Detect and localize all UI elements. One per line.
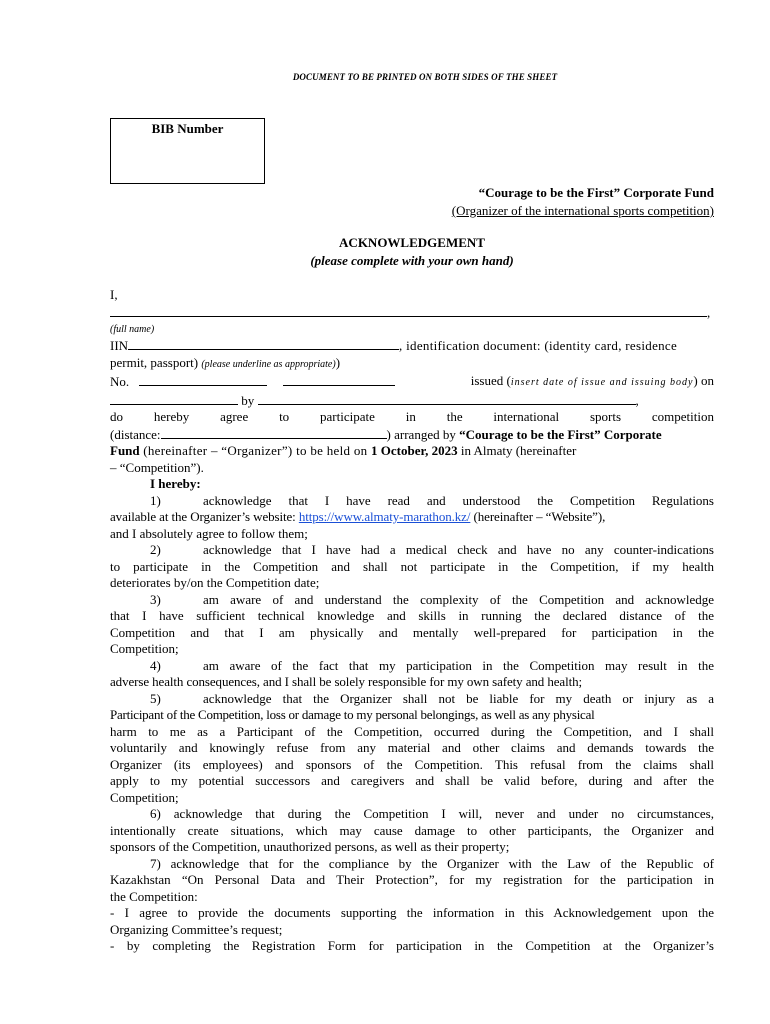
organizer-name: “Courage to be the First” Corporate Fund [478,185,714,200]
agree-line: do hereby agree to participate in the international sports competition [110,409,714,424]
item-1-line-a: 1) acknowledge that I have read and understood the Competition Regulations [150,492,714,508]
item-6-line-a: 6) acknowledge that during the Competition I will, never and under no circumstances, [150,806,714,821]
doc-number-field[interactable] [139,373,267,386]
distance-line: (distance: ) arranged by “Courage to be the First” Corporate [110,426,662,442]
insert-date-hint: insert date of issue and issuing body [510,377,694,388]
document-title: ACKNOWLEDGEMENT [339,235,485,250]
item-5-line-e: Organizer (its employees) and sponsors of the Competition. This refusal from the claims shall [110,756,714,772]
item-3-line-a: 3) am aware of and understand the complexity of the Competition and acknowledge [150,591,714,607]
fund-line: Fund (hereinafter – “Organizer”) to be held on 1 October, 2023 in Almaty (hereinafter [110,443,577,458]
full-name-hint: (full name) [110,324,155,335]
organizer-role: (Organizer of the international sports competition) [451,203,714,218]
underline-hint: (please underline as appropriate) [201,358,336,370]
item-7-line-c: the Competition: [110,888,198,904]
item-2-line-c: deteriorates by/on the Competition date; [110,575,320,590]
item-6-line-c: sponsors of the Competition, unauthorized persons, as well as their property; [110,839,510,854]
print-note: DOCUMENT TO BE PRINTED ON BOTH SIDES OF THE SHEET [292,72,558,82]
iin-line: IIN , identification document: (identity card, residence [110,338,678,353]
document-body [110,287,714,955]
item-4-line-b: adverse health consequences, and I shall be solely responsible for my own safety and health; [110,674,583,689]
issuing-body-field[interactable] [258,392,636,405]
item-1-line-d: and I absolutely agree to follow them; [110,525,308,541]
item-5-line-c: harm to me as a Participant of the Competition, occurred during the Competition, and I shall [110,723,714,739]
issue-line: by , [110,392,714,410]
item-3-line-d: Competition; [110,641,179,656]
item-6-line-b: intentionally create situations, which may cause damage to other participants, the Organizer and [110,822,714,838]
item-2-line-b: to participate in the Competition and shall not participate in the Competition, if my health [110,558,714,574]
i-hereby-heading: I hereby: [150,476,201,491]
full-name-field[interactable] [110,304,707,317]
item-4-line-a: 4) am aware of the fact that my participation in the Competition may result in the [150,657,714,673]
item-1-line-b: available at the Organizer’s website: https://www.almaty-marathon.kz/ (hereinafter – “Website”), [110,509,606,524]
item-3-line-c: Competition and that I am physically and mentally well-prepared for participation in the [110,624,714,640]
item-7-line-a: 7) acknowledge that for the compliance by the Organizer with the Law of the Republic of [150,855,714,871]
item-2-line-a: 2) acknowledge that I have had a medical check and have no any counter-indications [150,542,714,557]
dash-1-line-b: Organizing Committee’s request; [110,921,283,937]
issue-date-field[interactable] [110,392,238,405]
document-subtitle: (please complete with your own hand) [310,253,514,268]
item-5-line-g: Competition; [110,789,179,805]
item-5-line-b: Participant of the Competition, loss or damage to my personal belongings, as well as any physical [110,707,595,722]
bib-number-label: BIB Number [151,121,224,136]
item-7-line-b: Kazakhstan “On Personal Data and Their Protection”, for my registration for the participation in [110,872,714,887]
full-name-hint-line [110,321,714,337]
line-i: I, [110,287,118,302]
website-link[interactable]: https://www.almaty-marathon.kz/ [298,509,471,524]
doc-number-field-2[interactable] [283,373,395,386]
distance-field[interactable] [161,426,387,439]
permit-line: permit, passport) (please underline as appropriate)) [110,354,341,370]
item-3-line-b: that I have sufficient technical knowledge and skills in running the declared distance of the [110,608,714,623]
item-5-line-a: 5) acknowledge that the Organizer shall not be liable for my death or injury as a [150,690,714,706]
iin-field[interactable] [128,337,399,350]
competition-def-line: – “Competition”). [110,459,204,475]
item-5-line-d: voluntarily and knowingly refuse from any material and other claims and demands towards the [110,740,714,755]
bib-number-box[interactable] [110,118,265,184]
doc-number-line: No. issued (insert date of issue and issuing body) on [110,373,714,389]
dash-2-line-a: - by completing the Registration Form for participation in the Competition at the Organizer’s [110,938,714,953]
dash-1-line-a: - I agree to provide the documents supporting the information in this Acknowledgement upon the [110,905,714,920]
item-5-line-f: apply to my potential successors and caregivers and shall be valid before, during and after the [110,773,714,788]
full-name-line: , [110,304,714,322]
